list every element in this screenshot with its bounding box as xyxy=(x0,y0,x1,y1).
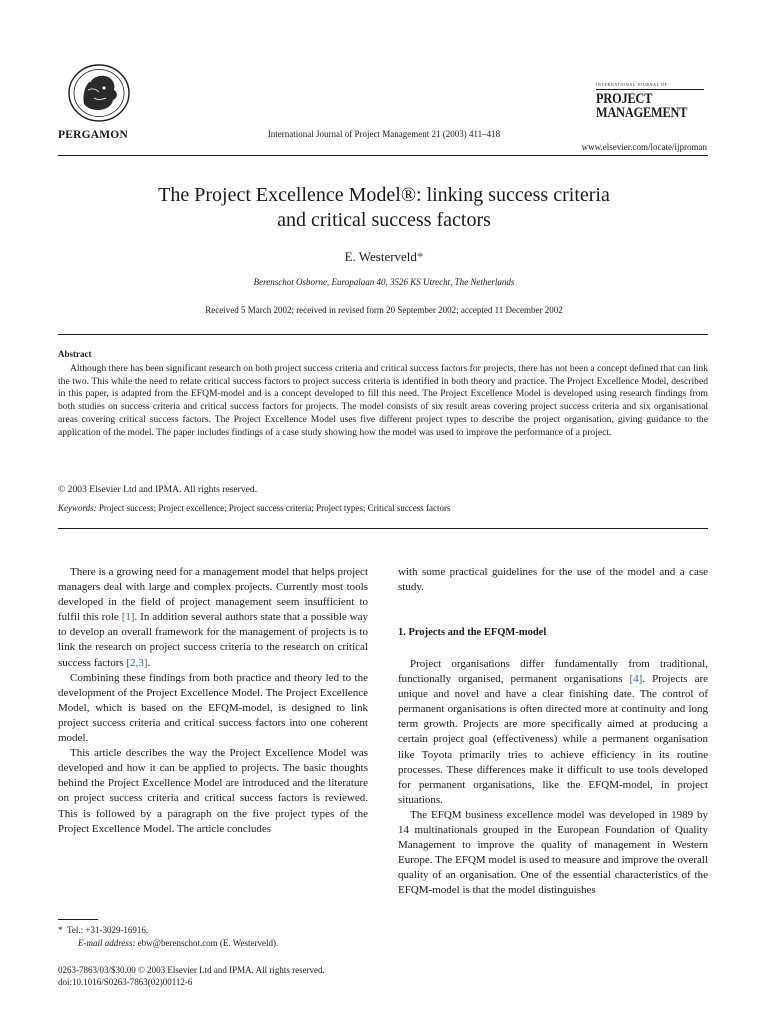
email-address[interactable]: ebw@berenschot.com (E. Westerveld). xyxy=(137,938,279,948)
abstract-copyright: © 2003 Elsevier Ltd and IPMA. All rights reserved. xyxy=(58,484,258,495)
footnote-mark: * xyxy=(58,925,63,935)
masthead-subtitle: INTERNATIONAL JOURNAL OF xyxy=(596,82,668,87)
abstract-text: Although there has been significant research on both project success criteria and critical success factors for projects, there has not been a concept defined that can link the two. This while the need to relate critical success factors to project success criteria is identified in both theory and practice. The Project Excellence Model, described in this paper, is adapted from the EFQM-model and is a concept developed to fill this need. The Project Excellence Model is developed using research findings from both studies on success criteria and critical success factors for projects. The model consists of six result areas covering project success criteria and six organisational areas covering critical success factors. The Project Excellence Model uses five different project types to describe the project organisation, giving guidance to the application of the model. The paper includes findings of a case study showing how the model was used to improve the performance of a project. xyxy=(58,363,708,438)
text-run: . Projects are unique and novel and have a clear finishing date. The control of permanent organisations is often directed more at continuity and long term growth. Projects are more specifically aimed at producing a certain project goal (effectiveness) while a permanent organisation like Toyota primarily tries to achieve efficiency in its routine processes. These differences make it difficult to use tools developed for permanent organisations, like the EFQM-model, in project situations. xyxy=(398,673,708,806)
paragraph: Combining these findings from both practice and theory led to the development of the Project Excellence Model. The Project Excellence Model, which is based on the EFQM-model, is designed to link project success criteria and critical success factors into one coherent model. xyxy=(58,671,368,745)
citation-link[interactable]: [4] xyxy=(629,673,643,686)
footnote-tel-text: Tel.: +31-3029-16916. xyxy=(67,925,149,935)
title-line-1: The Project Excellence Model®: linking success criteria xyxy=(158,184,610,206)
abstract-divider xyxy=(58,528,708,529)
journal-masthead xyxy=(596,82,708,120)
pergamon-logo-icon xyxy=(66,62,132,124)
publisher-name: PERGAMON xyxy=(58,129,128,141)
author-name: E. Westerveld xyxy=(344,249,417,264)
citation-link[interactable]: [1] xyxy=(121,611,135,624)
keywords-label: Keywords: xyxy=(58,503,97,513)
masthead-line-2: MANAGEMENT xyxy=(596,105,688,121)
email-label: E-mail address: xyxy=(78,938,136,948)
text-run: There is a growing need for a management model that helps project managers deal with large and complex projects. Currently most tools developed in the field of project management seem insufficient to fulfil this role xyxy=(58,566,368,624)
footnote-email xyxy=(58,937,278,950)
footnote xyxy=(58,924,278,950)
footnote-tel xyxy=(58,924,278,937)
paragraph: with some practical guidelines for the use of the model and a case study. xyxy=(398,566,708,594)
journal-url[interactable]: www.elsevier.com/locate/ijproman xyxy=(581,142,707,152)
masthead-line-1: PROJECT xyxy=(596,91,653,107)
paragraph: This article describes the way the Project Excellence Model was developed and how it can be applied to projects. The basic thoughts behind the Project Excellence Model are introduced and the literature on project success criteria and critical success factors is reviewed. This is followed by a paragraph on the five project types of the Project Excellence Model. The article concludes xyxy=(58,747,368,835)
issn-line: 0263-7863/03/$30.00 © 2003 Elsevier Ltd and IPMA. All rights reserved. xyxy=(58,965,325,975)
left-column xyxy=(58,565,368,837)
text-run: . xyxy=(147,656,151,669)
citation-link[interactable]: [2,3] xyxy=(126,656,148,669)
keywords-list: Project success; Project excellence; Project success criteria; Project types; Critical success factors xyxy=(98,503,451,513)
paragraph xyxy=(398,657,708,808)
masthead-rule xyxy=(596,89,704,90)
bottom-notice xyxy=(58,964,325,988)
doi-line[interactable]: doi:10.1016/S0263-7863(02)00112-6 xyxy=(58,977,193,987)
received-dates: Received 5 March 2002; received in revised form 20 September 2002; accepted 11 December 2002 xyxy=(205,305,563,315)
right-column xyxy=(398,657,708,899)
journal-citation: International Journal of Project Management 21 (2003) 411–418 xyxy=(267,129,501,139)
text-run: Project organisations differ fundamentally from traditional, functionally organised, permanent organisations xyxy=(398,658,708,686)
title-line-2: and critical success factors xyxy=(277,209,491,231)
section-heading: 1. Projects and the EFQM-model xyxy=(398,627,547,638)
paragraph: The EFQM business excellence model was developed in 1989 by 14 multinationals grouped in the European Foundation of Quality Management to improve the quality of management in Western Europe. The EFQM model is used to measure and improve the overall quality of an organisation. One of the essential characteristics of the EFQM-model is that the model distinguishes xyxy=(398,808,708,897)
author-line xyxy=(0,249,768,265)
author-affiliation: Berenschot Osborne, Europalaan 40, 3526 KS Utrecht, The Netherlands xyxy=(253,277,515,287)
text-run: . In addition several authors state that a possible way to develop an overall framework for the management of projects is to link the research on project success criteria to the research on critical success factors xyxy=(58,611,368,669)
footnote-rule xyxy=(58,919,98,920)
right-column-continuation xyxy=(398,565,708,595)
title-divider xyxy=(58,334,708,335)
keywords xyxy=(58,503,451,513)
abstract-heading: Abstract xyxy=(58,349,92,359)
article-title xyxy=(0,183,768,233)
paragraph xyxy=(58,565,368,671)
header-divider xyxy=(58,155,708,156)
author-footnote-link[interactable]: * xyxy=(416,249,424,264)
